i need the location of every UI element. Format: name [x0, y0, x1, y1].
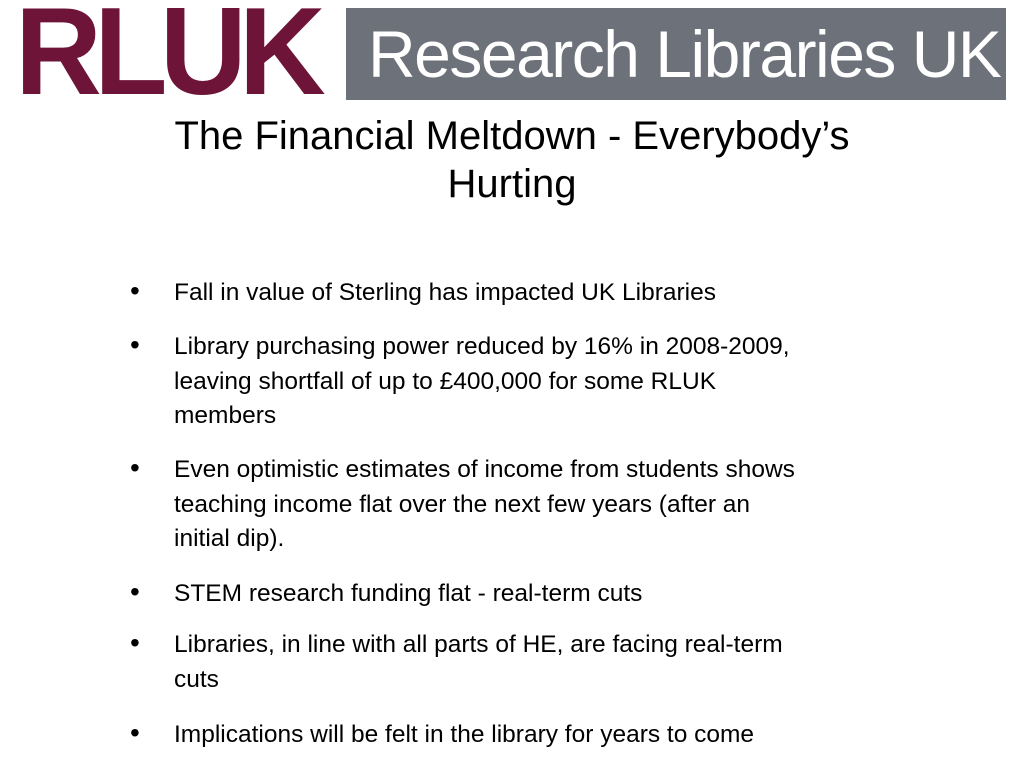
bullet-dot-icon: •	[130, 576, 140, 607]
bullet-text: Library purchasing power reduced by 16% in 2008-2009, leaving shortfall of up to £400,000 for some RLUK members	[174, 333, 790, 429]
bullet-text: STEM research funding flat - real-term cuts	[174, 580, 643, 607]
bullet-text: Fall in value of Sterling has impacted UK Libraries	[174, 279, 716, 306]
rluk-logo: RLUK	[15, 0, 319, 121]
logo-banner-text: Research Libraries UK	[368, 17, 1001, 91]
bullet-text: Libraries, in line with all parts of HE, are facing real-term cuts	[174, 631, 783, 693]
bullet-dot-icon: •	[130, 452, 140, 483]
slide-title-line-1: The Financial Meltdown - Everybody’s	[174, 114, 850, 158]
bullet-dot-icon: •	[130, 329, 140, 360]
slide-title	[0, 112, 1024, 208]
slide-title-line-2: Hurting	[447, 162, 577, 206]
bullet-dot-icon: •	[130, 717, 140, 748]
logo-banner	[346, 8, 1006, 100]
bullet-dot-icon: •	[130, 275, 140, 306]
bullet-dot-icon: •	[130, 627, 140, 658]
bullet-text: Even optimistic estimates of income from students shows teaching income flat over the next few years (after an initial dip).	[174, 456, 795, 552]
bullet-text: Implications will be felt in the library for years to come	[174, 721, 755, 748]
